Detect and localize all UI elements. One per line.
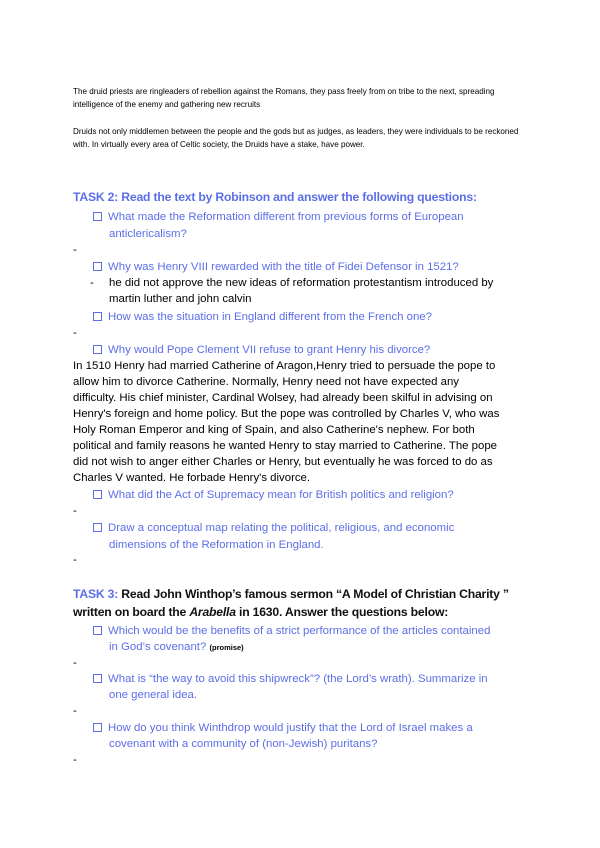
task-2-label: TASK 2: xyxy=(73,190,119,204)
checkbox-icon[interactable] xyxy=(93,626,102,635)
question-text: Why would Pope Clement VII refuse to grant Henry his divorce? xyxy=(108,344,431,356)
task-2-question-1 xyxy=(93,211,464,223)
question-text: Which would be the benefits of a strict performance of the articles contained xyxy=(108,625,491,637)
task-3-question-2-cont: one general idea. xyxy=(109,689,198,701)
task-2-answer-4-line-1: In 1510 Henry had married Catherine of Aragon,Henry tried to persuade the pope to xyxy=(73,360,496,372)
answer-dash: - xyxy=(73,244,77,256)
task-3-heading-line-1 xyxy=(73,587,509,601)
task-3-label: TASK 3: xyxy=(73,587,119,601)
task-2-question-2 xyxy=(93,261,459,273)
task-2-question-6-cont: dimensions of the Reformation in England. xyxy=(109,539,324,551)
ship-name: Arabella xyxy=(189,605,236,619)
intro-paragraph-1: The druid priests are ringleaders of rebellion against the Romans, they pass freely from on tribe to the next, spreading intelligence of the enemy and gathering new recruits xyxy=(73,87,495,109)
task-2-answer-4-line-8: Charles V wanted. He forbade Henry's divorce. xyxy=(73,472,311,484)
intro-paragraph-2: Druids not only middlemen between the people and the gods but as judges, as leaders, they were individuals to be reckoned with. In virtually every area of Celtic society, the Druids have a stake, have power. xyxy=(73,127,519,149)
task-3-title-part-1: Read John Winthop’s famous sermon “A Model of Christian Charity ” xyxy=(121,587,509,601)
task-2-answer-4-line-3: difficulty. His chief minister, Cardinal Wolsey, had already been skilful in advising on xyxy=(73,392,493,404)
answer-dash: - xyxy=(73,554,77,566)
checkbox-icon[interactable] xyxy=(93,723,102,732)
task-2-question-3 xyxy=(93,311,432,323)
checkbox-icon[interactable] xyxy=(93,674,102,683)
answer-dash: - xyxy=(73,327,77,339)
task-2-answer-2-line-2: martin luther and john calvin xyxy=(109,293,252,305)
question-text: How do you think Winthdrop would justify that the Lord of Israel makes a xyxy=(108,722,473,734)
task-2-title: Read the text by Robinson and answer the following questions: xyxy=(121,190,477,204)
answer-dash: - xyxy=(73,505,77,517)
question-text: Why was Henry VIII rewarded with the title of Fidei Defensor in 1521? xyxy=(108,261,459,273)
question-text: in God’s covenant? xyxy=(109,641,207,653)
question-text: What is “the way to avoid this shipwreck”? (the Lord’s wrath). Summarize in xyxy=(108,673,488,685)
task-2-answer-4-line-6: political and family reasons he wanted Henry to stay married to Catherine. The pope xyxy=(73,440,498,452)
answer-dash: - xyxy=(73,705,77,717)
task-2-answer-4-line-5: Holy Roman Emperor and king of Spain, and also Catherine's nephew. For both xyxy=(73,424,475,436)
checkbox-icon[interactable] xyxy=(93,523,102,532)
task-2-question-1-cont: anticlericalism? xyxy=(109,228,187,240)
task-3-question-3 xyxy=(93,722,473,734)
answer-dash: - xyxy=(73,754,77,766)
task-2-answer-2-line-1: he did not approve the new ideas of reformation protestantism introduced by xyxy=(109,277,494,289)
checkbox-icon[interactable] xyxy=(93,490,102,499)
checkbox-icon[interactable] xyxy=(93,345,102,354)
answer-dash: - xyxy=(73,657,77,669)
answer-note: (promise) xyxy=(209,643,244,652)
task-3-question-1 xyxy=(93,625,490,637)
task-2-answer-4-line-4: Henry's foreign and home policy. But the pope was controlled by Charles V, who was xyxy=(73,408,500,420)
checkbox-icon[interactable] xyxy=(93,312,102,321)
task-2-answer-4-line-2: allow him to divorce Catherine. Normally, Henry need not have expected any xyxy=(73,376,460,388)
task-3-question-1-cont xyxy=(109,641,244,653)
question-text: Draw a conceptual map relating the political, religious, and economic xyxy=(108,522,455,534)
checkbox-icon[interactable] xyxy=(93,262,102,271)
task-3-title-part-2b: in 1630. Answer the questions below: xyxy=(235,605,449,619)
task-3-heading-line-2 xyxy=(73,605,448,619)
checkbox-icon[interactable] xyxy=(93,212,102,221)
task-3-question-2 xyxy=(93,673,488,685)
task-3-title-part-2a: written on board the xyxy=(73,605,190,619)
question-text: How was the situation in England different from the French one? xyxy=(108,311,432,323)
task-2-heading xyxy=(73,190,477,204)
task-2-question-4 xyxy=(93,344,430,356)
task-3-question-3-cont: covenant with a community of (non-Jewish) puritans? xyxy=(109,738,378,750)
task-2-answer-4-line-7: did not wish to anger either Charles or Henry, but eventually he was forced to do as xyxy=(73,456,493,468)
answer-bullet-dash: - xyxy=(90,277,94,289)
task-2-question-5 xyxy=(93,489,454,501)
task-2-question-6 xyxy=(93,522,454,534)
question-text: What did the Act of Supremacy mean for British politics and religion? xyxy=(108,489,454,501)
question-text: What made the Reformation different from previous forms of European xyxy=(108,211,464,223)
